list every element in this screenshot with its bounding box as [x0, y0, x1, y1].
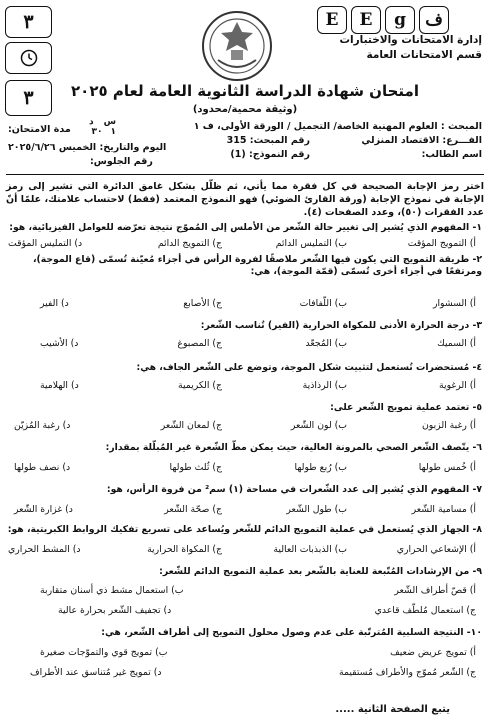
q7-option-c: ج) صحّة الشّعر — [164, 504, 222, 515]
q8-option-d: د) المشط الحراري — [8, 544, 81, 555]
duration-values — [89, 117, 116, 137]
question-10-text: ١٠- النتيجة السلبية المُترتّبة على عدم وصول محلول التمويج إلى أطراف الشّعر، هي: — [101, 627, 482, 638]
q3-option-d: د) الأشيب — [40, 338, 79, 349]
question-7-text: ٧- المفهوم الذي يُشير إلى عدد الشّعرات في مساحة (١) سم² من فروة الرأس، هو: — [106, 484, 482, 495]
q3-option-c: ج) المصبوغ — [177, 338, 222, 349]
q10-option-a: أ) تمويج عريض ضعيف — [390, 647, 476, 658]
q4-option-a: أ) الرغوية — [439, 380, 476, 391]
q2-option-b: ب) اللّفافات — [299, 298, 347, 309]
model-number: رقم النموذج: (1) — [230, 149, 310, 160]
header-divider — [6, 174, 484, 175]
q2-option-c: ج) الأصابع — [183, 298, 222, 309]
continue-note: يتبع الصفحة الثانية ..... — [335, 704, 450, 715]
q1-option-d: د) التمليس المؤقت — [8, 238, 83, 249]
question-6-text: ٦- يتّصف الشّعر الصحي بالمرونة العالية، حيث يمكن مطّ الشّعرة غير المُبلّلة بمقدار: — [105, 442, 482, 453]
question-3-text: ٣- درجة الحرارة الأدنى للمكواة الحرارية (الفير) تُناسب الشّعر: — [200, 320, 482, 331]
q8-option-c: ج) المكواة الحرارية — [147, 544, 222, 555]
student-name-label: اسم الطالب: — [421, 149, 482, 160]
question-4-text: ٤- مُستحضرات تُستعمل لتثبيت شكل الموجة، وتوضع على الشّعر الجاف، هي: — [136, 362, 482, 373]
organization-name — [322, 33, 482, 63]
q8-option-a: أ) الإشعاعي الحراري — [396, 544, 476, 555]
q5-option-b: ب) لون الشّعر — [290, 420, 347, 431]
q10-option-d: د) تمويج غير مُتناسق عند الأطراف — [30, 667, 162, 678]
q5-option-d: د) رغبة المُزيّن — [14, 420, 71, 431]
q9-option-d: د) تجفيف الشّعر بحرارة عالية — [58, 605, 172, 616]
letter-box-2: E — [351, 6, 381, 34]
letter-box-4: ف — [419, 6, 449, 34]
subject-number: رقم المبحث: 315 — [226, 135, 310, 146]
page-number-box-top: ٣ — [5, 6, 52, 38]
q10-option-b: ب) تمويج قوي والتموّجات صغيرة — [40, 647, 168, 658]
q7-option-b: ب) طول الشّعر — [286, 504, 347, 515]
q4-option-b: ب) الرذاذية — [302, 380, 347, 391]
question-9-text: ٩- من الإرشادات المُتّبعة للعناية بالشّعر بعد عملية التمويج الدائم للشّعر: — [159, 566, 482, 577]
org-line-2: قسم الامتحانات العامة — [366, 49, 482, 61]
q6-option-a: أ) خُمس طولها — [418, 462, 476, 473]
letter-box-1: E — [317, 6, 347, 34]
q1-option-c: ج) التمويج الدائم — [157, 238, 222, 249]
minutes-label: د — [89, 117, 94, 127]
q6-option-b: ب) رُبع طولها — [294, 462, 347, 473]
page-number-box-bottom: ٣ — [5, 80, 52, 116]
q9-option-c: ج) استعمال مُلطّف قاعدي — [374, 605, 476, 616]
branch-info: الفـــرع: الاقتصاد المنزلي — [361, 135, 482, 146]
hours-label: س — [103, 117, 117, 127]
subject-info: المبحث : العلوم المهنية الخاصة/ التجميل / الورقة الأولى، ف ١ — [193, 121, 482, 132]
org-line-1: إدارة الامتحانات والاختبارات — [339, 34, 482, 46]
q6-option-d: د) نصف طولها — [14, 462, 71, 473]
jordan-emblem-logo — [198, 8, 276, 84]
q9-option-a: أ) قصّ أطراف الشّعر — [394, 585, 476, 596]
duration-label: مدة الامتحان: — [8, 124, 71, 135]
q4-option-c: ج) الكريمية — [177, 380, 222, 391]
question-2-text: ٢- طريقة التمويج التي يكون فيها الشّعر ملاصقًا لفروة الرأس في أجزاء مُعيّنة تُسمّى (قاع الموجة)، ومرتفعًا في أجزاء أخرى تُسمّى (قمّة الموجة)، هي: — [32, 254, 482, 277]
q5-option-a: أ) رغبة الزبون — [421, 420, 476, 431]
question-1-text: ١- المفهوم الذي يُشير إلى تغيير حالة الشّعر من الأملس إلى المُموّج نتيجة تعرّضه للعوامل الفيزيائية، هو: — [9, 222, 482, 233]
q9-option-b: ب) استعمال مشط ذي أسنان متقاربة — [40, 585, 184, 596]
q4-option-d: د) الهلامية — [40, 380, 79, 391]
q2-option-a: أ) السشوار — [432, 298, 476, 309]
instructions: اختر رمز الإجابة الصحيحة في كل فقرة مما يأتي، ثم ظلّل بشكل غامق الدائرة التي تشير إلى رمز الإجابة في نموذج الإجابة (ورقة القارئ الضوئي) فهو النموذج المعتمد (فقط) لاحتساب علامتك، علمًا أنّ عدد الفقرات (٥٠)، وعدد الصفحات (٤). — [6, 181, 484, 218]
clock-icon — [20, 49, 38, 67]
q3-option-a: أ) السميك — [437, 338, 476, 349]
question-5-text: ٥- تعتمد عملية تمويج الشّعر على: — [330, 402, 482, 413]
q5-option-c: ج) لمعان الشّعر — [160, 420, 222, 431]
q1-option-a: أ) التمويج المؤقت — [407, 238, 476, 249]
letter-box-3: g — [385, 6, 415, 34]
q2-option-d: د) الفير — [40, 298, 69, 309]
seat-number-label: رقم الجلوس: — [90, 156, 153, 167]
q1-option-b: ب) التمليس الدائم — [275, 238, 347, 249]
q8-option-b: ب) الذبذبات العالية — [273, 544, 347, 555]
hours-value: ١ — [110, 127, 117, 137]
q7-option-a: أ) مسامية الشّعر — [411, 504, 476, 515]
exam-date: اليوم والتاريخ: الخميس ٢٠٢٥/٦/٢٦ — [8, 142, 167, 153]
question-8-text: ٨- الجهاز الذي يُستعمل في عملية التمويج الدائم للشّعر ويُساعد على تسريع تفكيك الروابط الكبريتية، هو: — [7, 524, 482, 535]
exam-subtitle: (وثيقة محمية/محدود) — [192, 104, 298, 115]
exam-title: امتحان شهادة الدراسة الثانوية العامة لعام ٢٠٢٥ — [71, 82, 419, 100]
q3-option-b: ب) المُجعّد — [305, 338, 347, 349]
minutes-value: ٣٠ — [91, 127, 103, 137]
q10-option-c: ج) الشّعر مُموّج والأطراف مُستقيمة — [338, 667, 476, 678]
q6-option-c: ج) ثُلث طولها — [169, 462, 222, 473]
q7-option-d: د) غزارة الشّعر — [14, 504, 73, 515]
clock-box — [5, 42, 52, 74]
